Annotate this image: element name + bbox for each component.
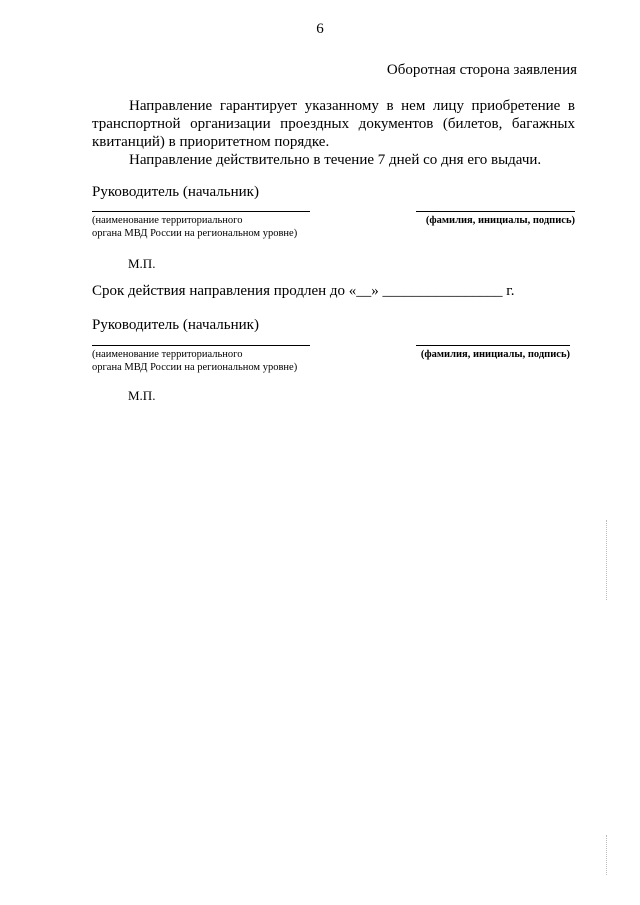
organ-caption-line1: (наименование территориального xyxy=(92,349,243,360)
organ-caption-line1: (наименование территориального xyxy=(92,215,243,226)
signature-caption: (фамилия, инициалы, подпись) xyxy=(425,215,575,226)
signature-line xyxy=(416,211,575,212)
page-number: 6 xyxy=(316,21,324,37)
organ-caption xyxy=(92,348,297,374)
scan-artifact xyxy=(606,520,607,600)
validity-paragraph: Направление действительно в течение 7 дней со дня его выдачи. xyxy=(129,152,542,168)
priority-paragraph: Направление гарантирует указанному в нем лицу приобретение в транспортной организации проездных документов (билетов, багажных квитанций) в приоритетном порядке. xyxy=(92,98,575,150)
organ-caption xyxy=(92,214,297,240)
organ-name-line xyxy=(92,211,310,212)
form-side-title: Оборотная сторона заявления xyxy=(386,62,577,78)
head-title: Руководитель (начальник) xyxy=(92,184,259,200)
organ-caption-line2: органа МВД России на региональном уровне) xyxy=(92,362,298,373)
stamp-place-label: М.П. xyxy=(128,256,156,271)
stamp-place-label: М.П. xyxy=(128,388,156,403)
validity-extension-line: Срок действия направления продлен до «__» ________________ г. xyxy=(92,283,515,299)
signature-caption: (фамилия, инициалы, подпись) xyxy=(420,349,570,360)
scan-artifact xyxy=(606,835,607,875)
head-title: Руководитель (начальник) xyxy=(92,317,259,333)
organ-name-line xyxy=(92,345,310,346)
organ-caption-line2: органа МВД России на региональном уровне) xyxy=(92,228,298,239)
signature-line xyxy=(416,345,570,346)
